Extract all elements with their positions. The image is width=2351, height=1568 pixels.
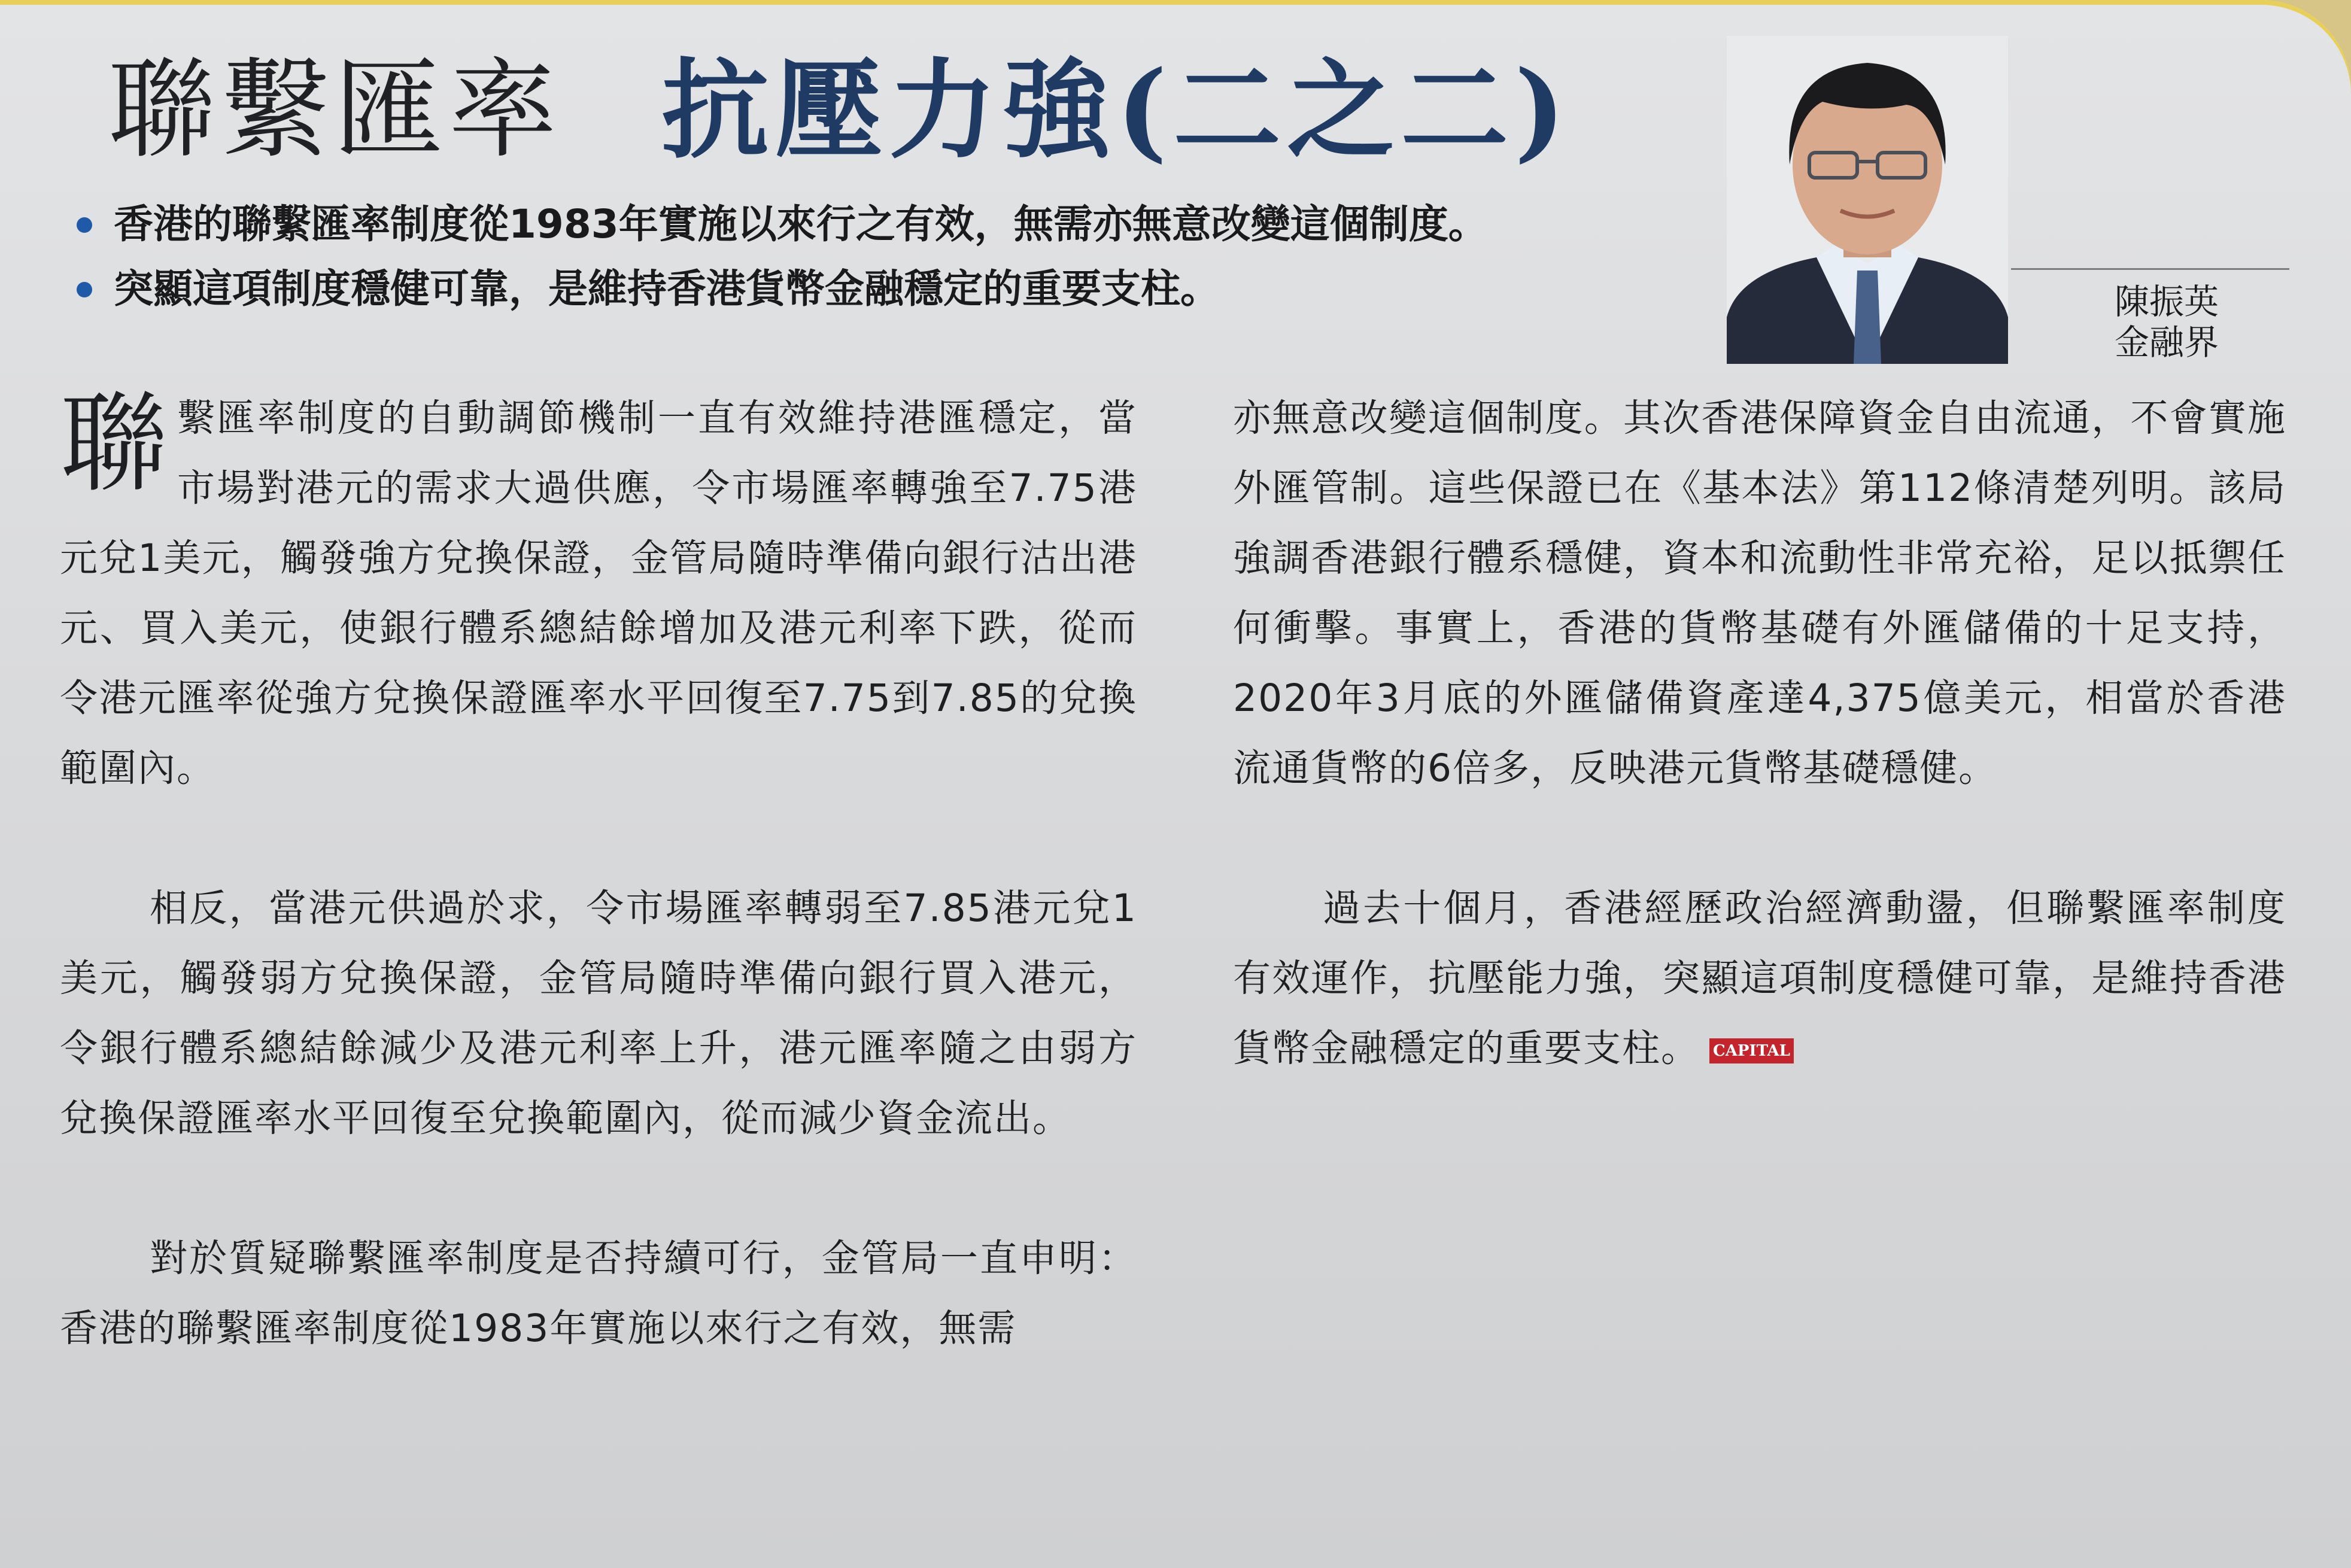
headline-sub: 抗壓力強(二之二) (661, 47, 1572, 174)
summary-bullet (72, 200, 1628, 248)
article-column-right (1233, 383, 2286, 1083)
article-paragraph (60, 383, 1137, 803)
article-paragraph-text: 過去十個月，香港經歷政治經濟動盪，但聯繫匯率制度有效運作，抗壓能力強，突顯這項制度穩健可靠，是維持香港貨幣金融穩定的重要支柱。 (1233, 886, 2286, 1070)
article-paragraph (1233, 873, 2286, 1083)
author-photo (1727, 36, 2008, 364)
bullet-dot-icon (77, 282, 92, 297)
author-role: 金融界 (2114, 322, 2219, 363)
headline-main: 聯繫匯率 (108, 48, 563, 173)
author-portrait-image (1727, 36, 2008, 364)
summary-bullet-text: 香港的聯繫匯率制度從1983年實施以來行之有效，無需亦無意改變這個制度。 (114, 201, 1488, 247)
article-paragraph: 相反，當港元供過於求，令市場匯率轉弱至7.85港元兌1美元，觸發弱方兌換保證，金管局隨時準備向銀行買入港元，令銀行體系總結餘減少及港元利率上升，港元匯率隨之由弱方兌換保證匯率水平回復至兌換範圍內，從而減少資金流出。 (60, 886, 1137, 1140)
summary-bullet (72, 265, 1628, 313)
drop-cap: 聯 (60, 382, 169, 507)
author-name: 陳振英 (2114, 281, 2219, 322)
article-column-left (60, 383, 1137, 1363)
byline-rule (2011, 268, 2289, 270)
article-paragraph: 對於質疑聯繫匯率制度是否持續可行，金管局一直申明：香港的聯繫匯率制度從1983年實施以來行之有效，無需 (60, 1236, 1137, 1350)
bullet-dot-icon (77, 217, 92, 233)
summary-bullet-text: 突顯這項制度穩健可靠，是維持香港貨幣金融穩定的重要支柱。 (114, 266, 1220, 312)
summary-bullets (72, 200, 1628, 330)
article-paragraph: 亦無意改變這個制度。其次香港保障資金自由流通，不會實施外匯管制。這些保證已在《基本法》第112條清楚列明。該局強調香港銀行體系穩健，資本和流動性非常充裕，足以抵禦任何衝擊。事實上，香港的貨幣基礎有外匯儲備的十足支持，2020年3月底的外匯儲備資產達4,375億美元，相當於香港流通貨幣的6倍多，反映港元貨幣基礎穩健。 (1233, 396, 2286, 790)
author-byline (2077, 281, 2256, 363)
capital-logo-icon: CAPITAL (1709, 1038, 1794, 1063)
article-paragraph-text: 繫匯率制度的自動調節機制一直有效維持港匯穩定，當市場對港元的需求大過供應，令市場匯率轉強至7.75港元兌1美元，觸發強方兌換保證，金管局隨時準備向銀行沽出港元、買入美元，使銀行體系總結餘增加及港元利率下跌，從而令港元匯率從強方兌換保證匯率水平回復至7.75到7.85的兌換範圍內。 (60, 396, 1137, 790)
